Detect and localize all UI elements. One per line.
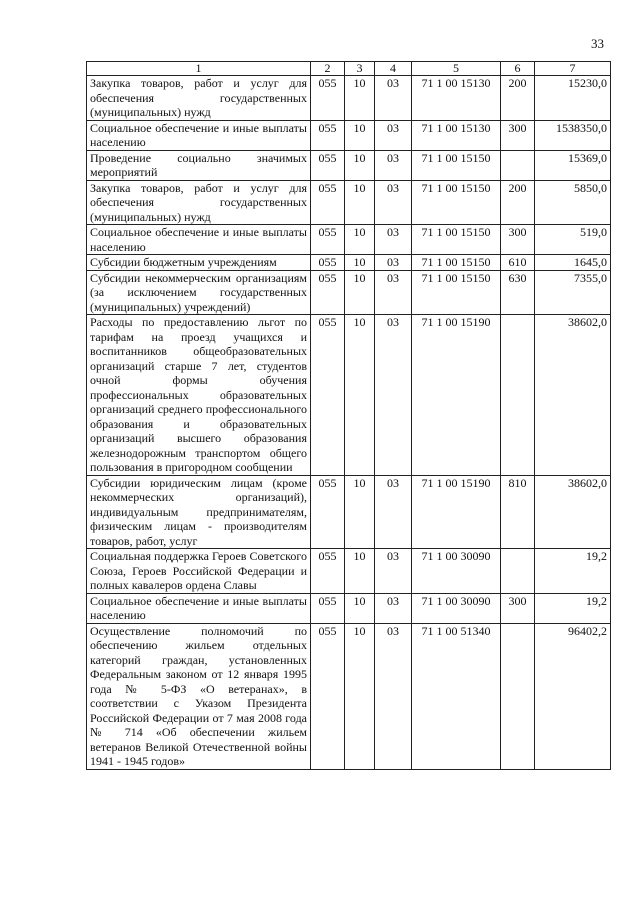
row-target-article: 71 1 00 15150 — [412, 180, 501, 225]
table-row — [87, 225, 611, 255]
row-section: 10 — [345, 76, 375, 121]
row-section: 10 — [345, 120, 375, 150]
row-amount: 19,2 — [535, 549, 611, 594]
table-row — [87, 549, 611, 594]
column-header: 2 — [311, 62, 345, 76]
row-admin-code: 055 — [311, 593, 345, 623]
row-expense-type: 300 — [501, 225, 535, 255]
row-target-article: 71 1 00 51340 — [412, 623, 501, 769]
row-section: 10 — [345, 225, 375, 255]
row-admin-code: 055 — [311, 623, 345, 769]
row-target-article: 71 1 00 15190 — [412, 475, 501, 549]
row-subsection: 03 — [375, 150, 412, 180]
row-name: Расходы по предоставлению льгот по тарифам на проезд учащихся и воспитанников общеобразовательных организаций старше 7 лет, студентов очной формы обучения профессиональных образовательных организаций среднего профессионального образования и образовательных организаций высшего образования железнодорожным транспортом общего пользования в пригородном сообщении — [87, 315, 311, 476]
row-name: Закупка товаров, работ и услуг для обеспечения государственных (муниципальных) нужд — [87, 76, 311, 121]
budget-table — [86, 61, 611, 770]
row-section: 10 — [345, 475, 375, 549]
row-admin-code: 055 — [311, 76, 345, 121]
row-amount: 15369,0 — [535, 150, 611, 180]
row-target-article: 71 1 00 30090 — [412, 549, 501, 594]
row-name: Социальное обеспечение и иные выплаты населению — [87, 593, 311, 623]
row-target-article: 71 1 00 15130 — [412, 120, 501, 150]
row-expense-type: 300 — [501, 593, 535, 623]
row-admin-code: 055 — [311, 315, 345, 476]
row-target-article: 71 1 00 15130 — [412, 76, 501, 121]
table-row — [87, 623, 611, 769]
row-section: 10 — [345, 549, 375, 594]
row-amount: 38602,0 — [535, 315, 611, 476]
table-header-row — [87, 62, 611, 76]
row-subsection: 03 — [375, 623, 412, 769]
row-section: 10 — [345, 315, 375, 476]
row-subsection: 03 — [375, 76, 412, 121]
row-subsection: 03 — [375, 225, 412, 255]
row-amount: 1538350,0 — [535, 120, 611, 150]
row-section: 10 — [345, 255, 375, 271]
row-admin-code: 055 — [311, 270, 345, 315]
row-name: Проведение социально значимых мероприятий — [87, 150, 311, 180]
row-subsection: 03 — [375, 315, 412, 476]
row-admin-code: 055 — [311, 180, 345, 225]
table-row — [87, 255, 611, 271]
row-target-article: 71 1 00 15150 — [412, 270, 501, 315]
row-section: 10 — [345, 270, 375, 315]
column-header: 3 — [345, 62, 375, 76]
row-amount: 5850,0 — [535, 180, 611, 225]
row-subsection: 03 — [375, 120, 412, 150]
table-row — [87, 593, 611, 623]
row-expense-type — [501, 549, 535, 594]
row-subsection: 03 — [375, 475, 412, 549]
row-section: 10 — [345, 623, 375, 769]
table-row — [87, 180, 611, 225]
row-amount: 38602,0 — [535, 475, 611, 549]
row-subsection: 03 — [375, 270, 412, 315]
row-admin-code: 055 — [311, 150, 345, 180]
column-header: 6 — [501, 62, 535, 76]
row-expense-type — [501, 150, 535, 180]
row-expense-type: 200 — [501, 76, 535, 121]
row-subsection: 03 — [375, 593, 412, 623]
row-name: Субсидии бюджетным учреждениям — [87, 255, 311, 271]
table-row — [87, 475, 611, 549]
table-row — [87, 76, 611, 121]
row-amount: 1645,0 — [535, 255, 611, 271]
column-header: 1 — [87, 62, 311, 76]
row-subsection: 03 — [375, 549, 412, 594]
row-amount: 15230,0 — [535, 76, 611, 121]
row-admin-code: 055 — [311, 120, 345, 150]
row-expense-type: 200 — [501, 180, 535, 225]
row-name: Субсидии юридическим лицам (кроме некоммерческих организаций), индивидуальным предпринимателям, физическим лицам - производителям товаров, работ, услуг — [87, 475, 311, 549]
row-amount: 7355,0 — [535, 270, 611, 315]
row-admin-code: 055 — [311, 255, 345, 271]
column-header: 4 — [375, 62, 412, 76]
row-name: Социальное обеспечение и иные выплаты населению — [87, 120, 311, 150]
row-expense-type — [501, 623, 535, 769]
page-number: 33 — [591, 36, 604, 51]
row-amount: 519,0 — [535, 225, 611, 255]
row-target-article: 71 1 00 15150 — [412, 255, 501, 271]
row-subsection: 03 — [375, 180, 412, 225]
table-row — [87, 270, 611, 315]
row-admin-code: 055 — [311, 475, 345, 549]
column-header: 5 — [412, 62, 501, 76]
row-expense-type: 630 — [501, 270, 535, 315]
row-admin-code: 055 — [311, 225, 345, 255]
row-target-article: 71 1 00 15150 — [412, 225, 501, 255]
table-row — [87, 150, 611, 180]
row-name: Социальное обеспечение и иные выплаты населению — [87, 225, 311, 255]
row-expense-type: 610 — [501, 255, 535, 271]
row-target-article: 71 1 00 15190 — [412, 315, 501, 476]
column-header: 7 — [535, 62, 611, 76]
row-name: Социальная поддержка Героев Советского Союза, Героев Российской Федерации и полных кавалеров ордена Славы — [87, 549, 311, 594]
row-section: 10 — [345, 180, 375, 225]
row-section: 10 — [345, 150, 375, 180]
row-target-article: 71 1 00 30090 — [412, 593, 501, 623]
row-amount: 96402,2 — [535, 623, 611, 769]
table-row — [87, 120, 611, 150]
row-name: Осуществление полномочий по обеспечению жильем отдельных категорий граждан, установленных Федеральным законом от 12 января 1995 года № 5-ФЗ «О ветеранах», в соответствии с Указом Президента Российской Федерации от 7 мая 2008 года № 714 «Об обеспечении жильем ветеранов Великой Отечественной войны 1941 - 1945 годов» — [87, 623, 311, 769]
row-name: Закупка товаров, работ и услуг для обеспечения государственных (муниципальных) нужд — [87, 180, 311, 225]
row-admin-code: 055 — [311, 549, 345, 594]
row-expense-type: 300 — [501, 120, 535, 150]
table-row — [87, 315, 611, 476]
row-amount: 19,2 — [535, 593, 611, 623]
row-target-article: 71 1 00 15150 — [412, 150, 501, 180]
row-name: Субсидии некоммерческим организациям (за исключением государственных (муниципальных) учреждений) — [87, 270, 311, 315]
row-expense-type: 810 — [501, 475, 535, 549]
row-expense-type — [501, 315, 535, 476]
row-section: 10 — [345, 593, 375, 623]
row-subsection: 03 — [375, 255, 412, 271]
